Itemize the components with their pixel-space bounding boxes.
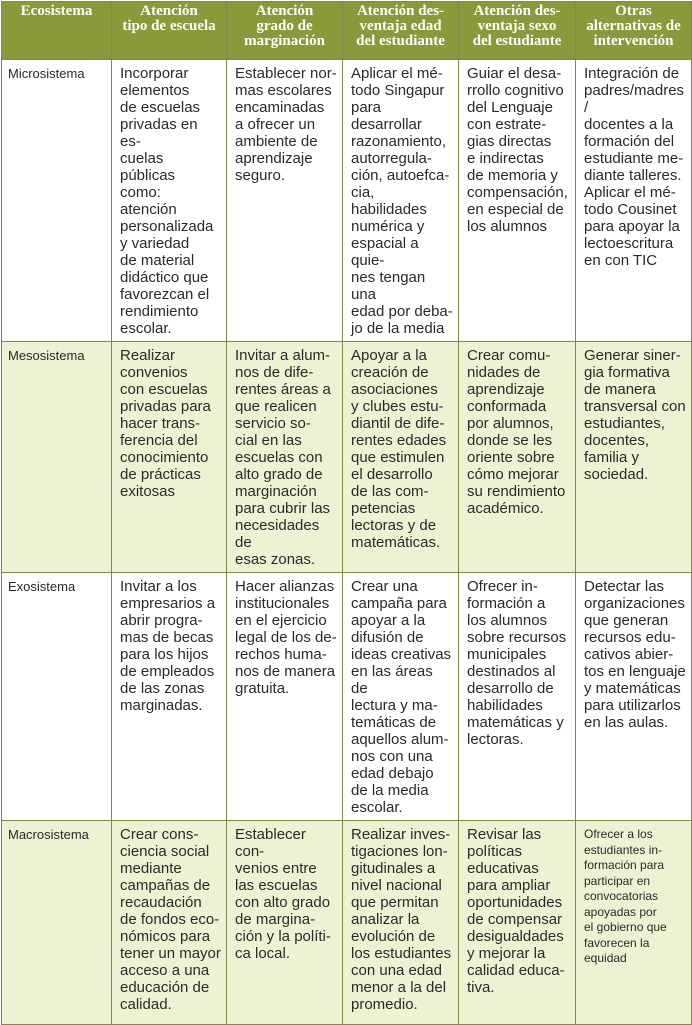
table-row: [2, 573, 692, 821]
header-otras-alternativas: Otras alternativas de intervención: [576, 2, 692, 60]
cell-marginacion: Establecer nor- mas escolares encaminadas a ofrecer un ambiente de aprendizaje seguro.: [227, 60, 343, 342]
cell-tipo-escuela: Realizar convenios con escuelas privadas para hacer trans- ferencia del conocimiento de prácticas exitosas: [112, 342, 227, 573]
cell-otras: Integración de padres/madres/ docentes a la formación del estudiante me- diante talleres. Aplicar el mé- todo Cousinet para apoyar la lectoescritura en con TIC: [576, 60, 692, 342]
row-ecosistema: Exosistema: [2, 573, 112, 821]
header-edad: Atención des- ventaja edad del estudiante: [343, 2, 459, 60]
cell-sexo: Ofrecer in- formación a los alumnos sobre recursos municipales destinados al desarrollo de habilidades matemáticas y lectoras.: [459, 573, 576, 821]
cell-edad: Aplicar el mé- todo Singapur para desarrollar razonamiento, autorregula- ción, autoefca- cia, habilidades numérica y espacial a quie- nes tengan una edad por deba- jo de la media: [343, 60, 459, 342]
cell-edad: Crear una campaña para apoyar a la difusión de ideas creativas en las áreas de lectura y ma- temáticas de aquellos alum- nos con una edad debajo de la media escolar.: [343, 573, 459, 821]
cell-marginacion: Invitar a alum- nos de dife- rentes áreas a que realicen servicio so- cial en las escuelas con alto grado de marginación para cubrir las necesidades de esas zonas.: [227, 342, 343, 573]
cell-tipo-escuela: Incorporar elementos de escuelas privadas en es- cuelas públicas como: atención personalizada y variedad de material didáctico que favorezcan el rendimiento escolar.: [112, 60, 227, 342]
cell-sexo: Revisar las políticas educativas para ampliar oportunidades de compensar desigualdades y mejorar la calidad educa- tiva.: [459, 821, 576, 1025]
cell-marginacion: Establecer con- venios entre las escuelas con alto grado de margina- ción y la políti- ca local.: [227, 821, 343, 1025]
table-row: [2, 60, 692, 342]
header-tipo-escuela: Atención tipo de escuela: [112, 2, 227, 60]
cell-otras: Detectar las organizaciones que generan recursos edu- cativos abier- tos en lenguaje y matemáticas para utilizarlos en las aulas.: [576, 573, 692, 821]
table-row: [2, 821, 692, 1025]
table-row: [2, 342, 692, 573]
cell-sexo: Guiar el desa- rrollo cognitivo del Lenguaje con estrate- gias directas e indirectas de memoria y compensación, en especial de los alumnos: [459, 60, 576, 342]
cell-sexo: Crear comu- nidades de aprendizaje conformada por alumnos, donde se les oriente sobre cómo mejorar su rendimiento académico.: [459, 342, 576, 573]
cell-edad: Apoyar a la creación de asociaciones y clubes estu- diantil de dife- rentes edades que estimulen el desarrollo de las com- petencias lectoras y de matemáticas.: [343, 342, 459, 573]
header-grado-marginacion: Atención grado de marginación: [227, 2, 343, 60]
row-ecosistema: Macrosistema: [2, 821, 112, 1025]
cell-otras: Generar siner- gia formativa de manera transversal con estudiantes, docentes, familia y sociedad.: [576, 342, 692, 573]
row-ecosistema: Microsistema: [2, 60, 112, 342]
cell-tipo-escuela: Invitar a los empresarios a abrir progra- mas de becas para los hijos de empleados de las zonas marginadas.: [112, 573, 227, 821]
ecosystem-intervention-table: [1, 1, 692, 1025]
cell-otras: Ofrecer a los estudiantes in- formación para participar en convocatorias apoyadas por el gobierno que favorecen la equidad: [576, 821, 692, 1025]
header-ecosistema: Ecosistema: [2, 2, 112, 60]
cell-tipo-escuela: Crear cons- ciencia social mediante campañas de recaudación de fondos eco- nómicos para tener un mayor acceso a una educación de calidad.: [112, 821, 227, 1025]
header-row: [2, 2, 692, 60]
row-ecosistema: Mesosistema: [2, 342, 112, 573]
cell-edad: Realizar inves- tigaciones lon- gitudinales a nivel nacional que permitan analizar la evolución de los estudiantes con una edad menor a la del promedio.: [343, 821, 459, 1025]
cell-marginacion: Hacer alianzas institucionales en el ejercicio legal de los de- rechos huma- nos de manera gratuita.: [227, 573, 343, 821]
header-sexo: Atención des- ventaja sexo del estudiante: [459, 2, 576, 60]
